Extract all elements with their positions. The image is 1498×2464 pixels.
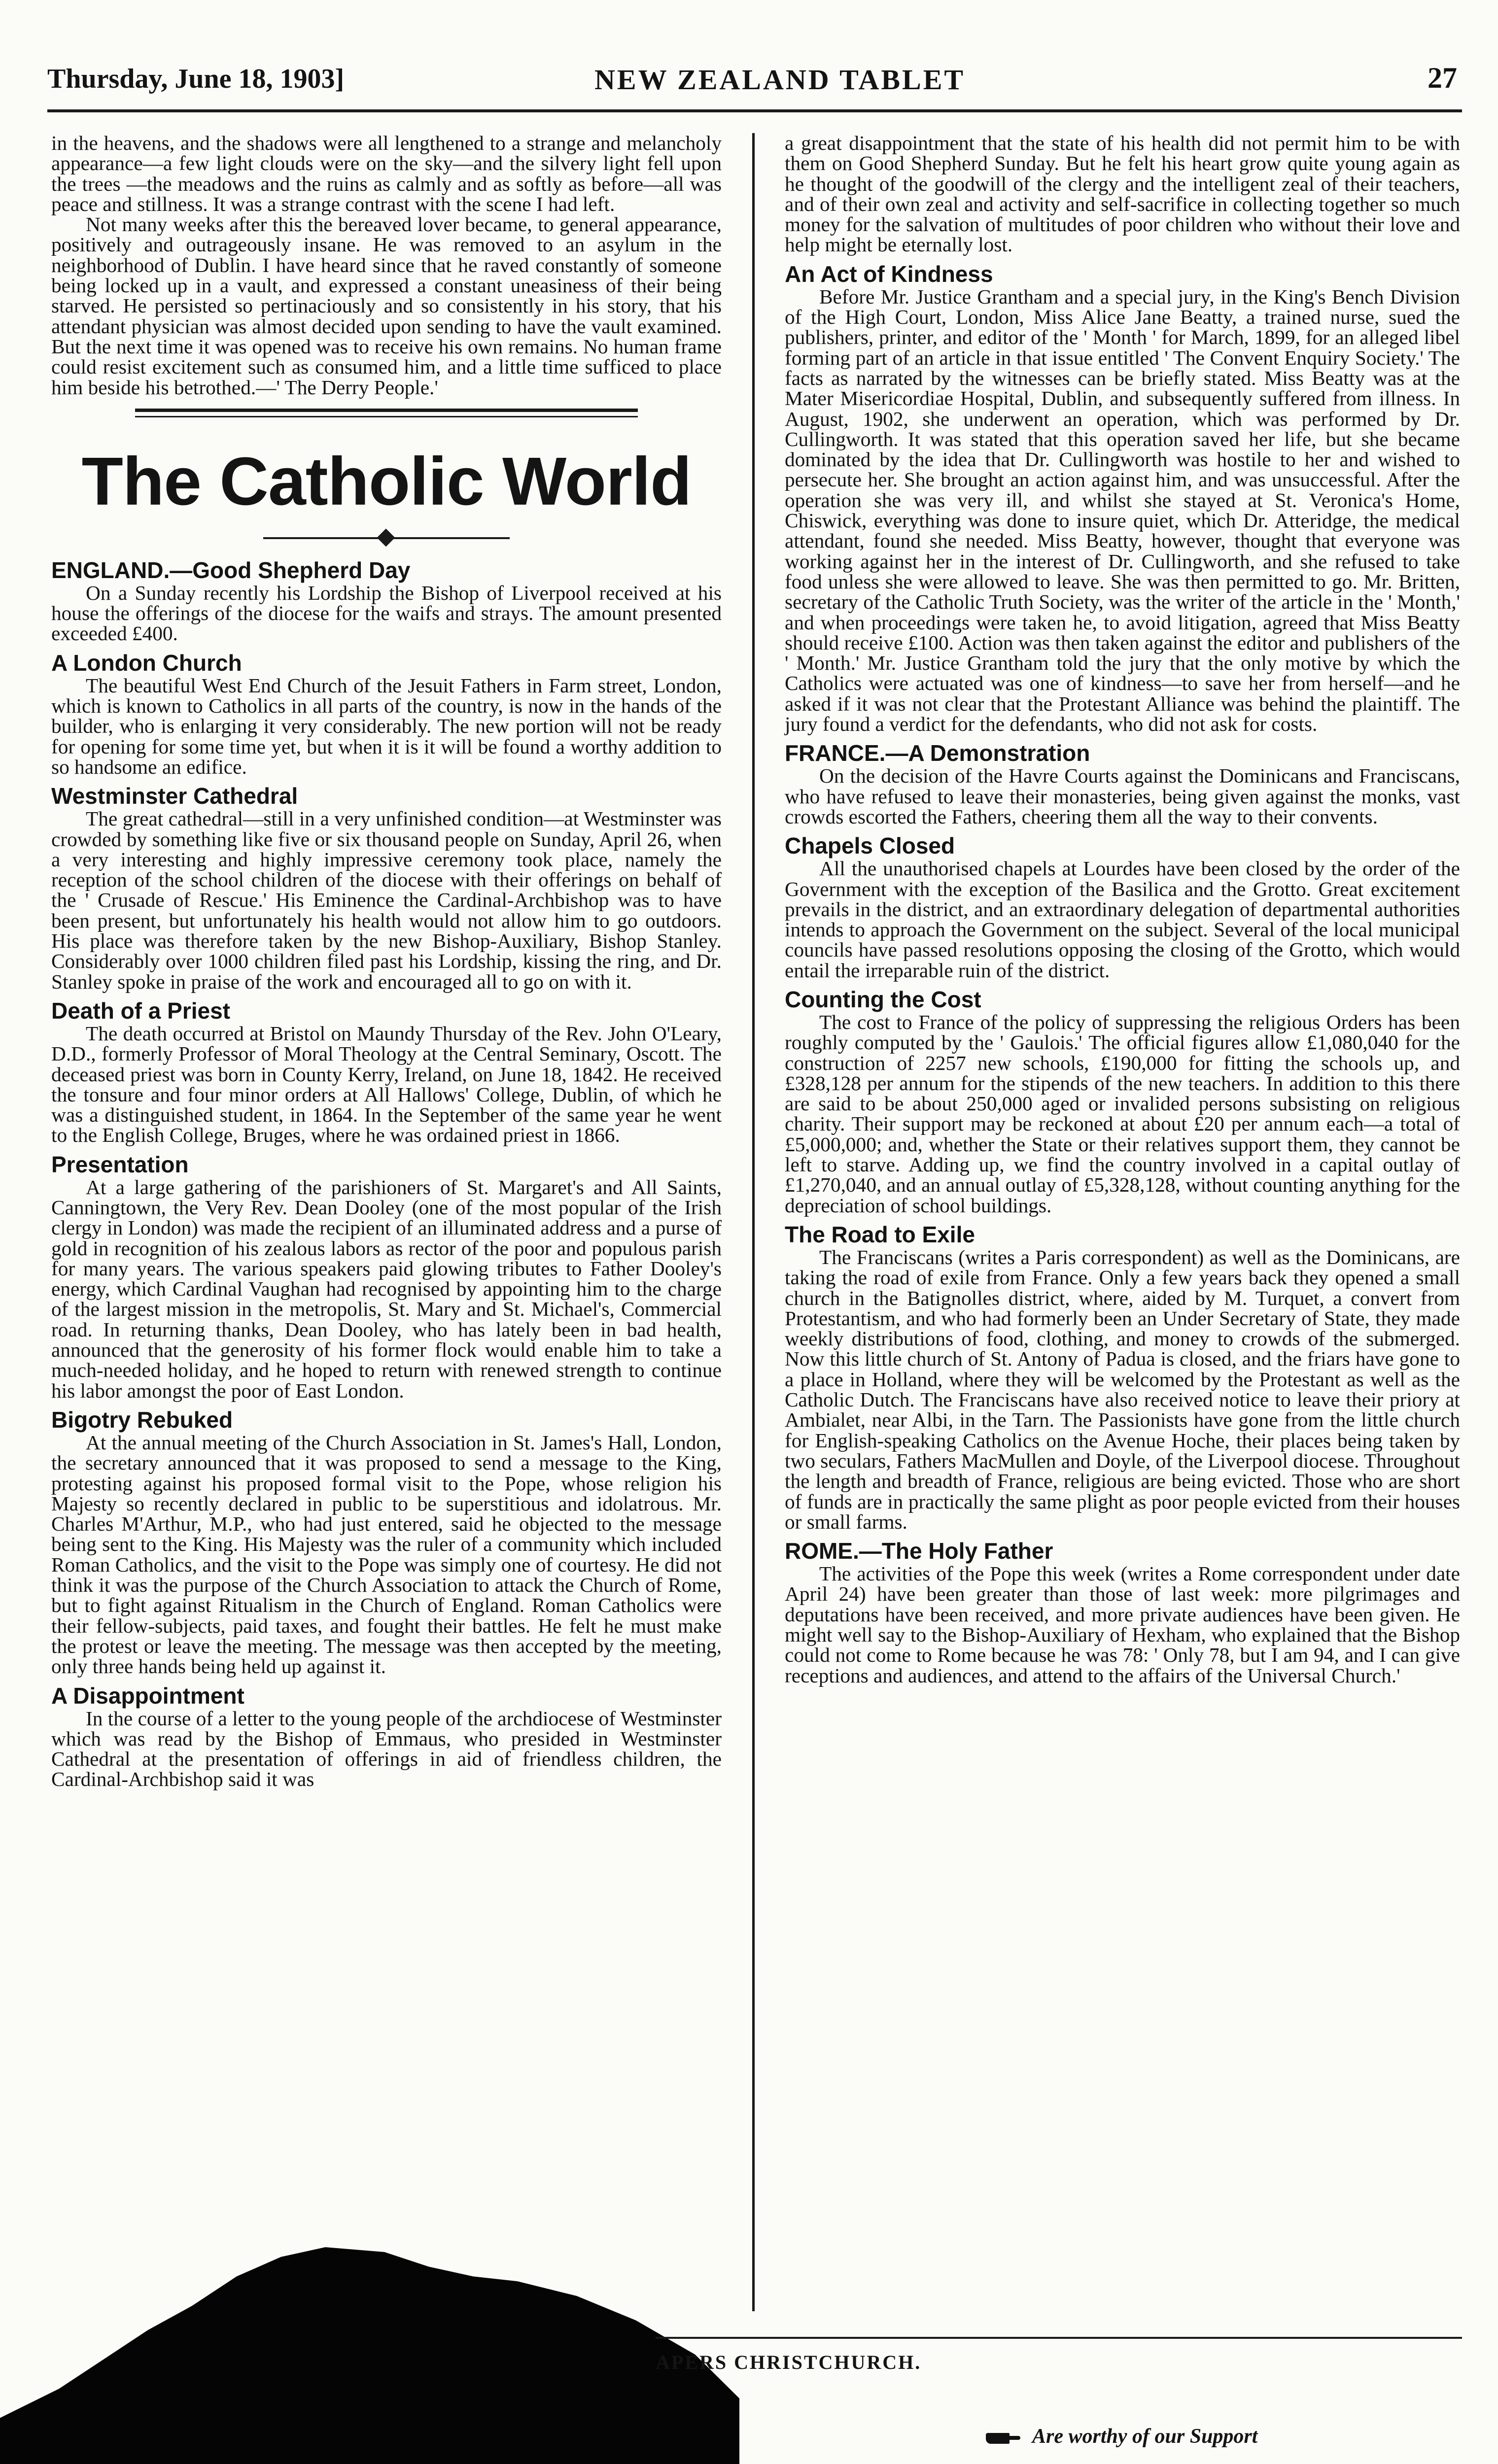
- section-title: The Catholic World: [81, 443, 692, 519]
- issue-date: Thursday, June 18, 1903]: [47, 64, 345, 94]
- article-paragraph: The great cathedral—still in a very unfinished condition—at Westminster was crowded by something like five or six thousand people on Sunday, April 26, when a very interesting and highly impressive ceremony took place, namely the reception of the school children of the diocese with their offerings on behalf of the ' Crusade of Rescue.' His Eminence the Cardinal-Archbishop was to have been present, but unfortunately his health would not allow him to go outdoors. His place was therefore taken by the new Bishop-Auxiliary, Bishop Stanley. Considerably over 1000 children filed past his Lordship, kissing the ring, and Dr. Stanley spoke in praise of the work and encouraged all to go on with it.: [51, 807, 722, 993]
- intro-paragraph: in the heavens, and the shadows were all lengthened to a strange and melancholy appearance—a few light clouds were on the sky—and the silvery light fell upon the trees —the meadows and the ruins as calmly and as softly as before—all was peace and stillness. It was a strange contrast with the scene I had left.: [51, 132, 722, 215]
- article-paragraph: The Franciscans (writes a Paris correspondent) as well as the Dominicans, are taking the road of exile from France. Only a few years back they opened a small church in the Batignolles district, where, aided by M. Turquet, a convert from Protestantism, and who had formerly been an Under Secretary of State, they made weekly distributions of food, clothing, and money to crowds of the submerged. Now this little church of St. Antony of Padua is closed, and the friars have gone to a place in Holland, where they will be welcomed by the Protestant as well as the Catholic Dutch. The Franciscans have also received notice to leave their priory at Ambialet, near Albi, in the Tarn. The Passionists have gone from the little church for English-speaking Catholics on the Avenue Hoche, their places being taken by two seculars, Fathers MacMullen and Doyle, of the Liverpool diocese. Throughout the length and breadth of France, religious are being evicted. Those who are short of funds are in practically the same plight as poor people evicted from their houses or small farms.: [785, 1245, 1460, 1533]
- intro-paragraph: a great disappointment that the state of his health did not permit him to be with them on Good Shepherd Sunday. But he felt his heart grow quite young again as he thought of the goodwill of the clergy and the intelligent zeal of their teachers, and of their own zeal and activity and self-sacrifice in collecting together so much money for the salvation of multitudes of poor children who without their love and help might be eternally lost.: [785, 132, 1460, 256]
- article-paragraph: The activities of the Pope this week (writes a Rome correspondent under date April 24) have been greater than those of last week: more pilgrimages and deputations have been received, and more private audiences have been given. He might well say to the Bishop-Auxiliary of Hexham, who explained that the Bishop could not come to Rome because he was 78: ' Only 78, but I am 94, and I can give receptions and audiences, and attend to the affairs of the Universal Church.': [785, 1562, 1460, 1687]
- pointing-hand-icon: [986, 2431, 1020, 2445]
- newspaper-title: NEW ZEALAND TABLET: [594, 64, 966, 96]
- article-paragraph: The death occurred at Bristol on Maundy Thursday of the Rev. John O'Leary, D.D., formerly Professor of Moral Theology at the Central Seminary, Oscott. The deceased priest was born in County Kerry, Ireland, on June 18, 1842. He received the tonsure and four minor orders at All Hallows' College, Dublin, of which he was a distinguished student, in 1864. In the September of the same year he went to the English College, Bruges, where he was ordained priest in 1866.: [51, 1022, 722, 1147]
- article-heading: FRANCE.—A Demonstration: [785, 740, 1090, 766]
- advert-line: APERS CHRISTCHURCH.: [656, 2351, 922, 2373]
- article-paragraph: All the unauthorised chapels at Lourdes have been closed by the order of the Government with the exception of the Basilica and the Grotto. Great excitement prevails in the district, and an extraordinary delegation of departmental authorities intends to approach the Government on the subject. Several of the local municipal councils have passed resolutions opposing the closing of the Grotto, which would entail the irreparable ruin of the district.: [785, 857, 1460, 982]
- right-column: [785, 133, 1460, 1686]
- left-column: [51, 133, 722, 1790]
- article-heading: A Disappointment: [51, 1682, 244, 1709]
- article-heading: ROME.—The Holy Father: [785, 1538, 1053, 1564]
- article-paragraph: At the annual meeting of the Church Association in St. James's Hall, London, the secretary announced that it was proposed to send a message to the King, protesting against his proposed formal visit to the Pope, whose religion his Majesty so recently declared in public to be superstitious and idolatrous. Mr. Charles M'Arthur, M.P., who had just entered, said he objected to the message being sent to the King. His Majesty was the ruler of a community which included Roman Catholics, and the visit to the Pope was simply one of courtesy. He did not think it was the purpose of the Church Association to attack the Church of Rome, but to fight against Ritualism in the Church of England. Roman Catholics were their fellow-subjects, paid taxes, and fought their battles. He felt he must make the protest or leave the meeting. The message was then accepted by the meeting, only three hands being held up against it.: [51, 1431, 722, 1678]
- article-heading: Presentation: [51, 1151, 189, 1177]
- intro-paragraph: Not many weeks after this the bereaved lover became, to general appearance, positively and outrageously insane. He was removed to an asylum in the neighborhood of Dublin. I have heard since that he raved constantly of someone being locked up in a vault, and expressed a constant uneasiness of their being starved. He persisted so pertinaciously and so consistently in his story, that his attendant physician was almost decided upon sending to have the vault examined. But the next time it was opened was to receive his own remains. No human frame could resist excitement such as consumed him, and a little time sufficed to place him beside his betrothed.—' The Derry People.': [51, 213, 722, 399]
- article-heading: The Road to Exile: [785, 1221, 975, 1247]
- article-heading: An Act of Kindness: [785, 261, 993, 287]
- article-heading: ENGLAND.—Good Shepherd Day: [51, 557, 411, 583]
- column-rule: [752, 133, 755, 2311]
- article-heading: Counting the Cost: [785, 986, 981, 1012]
- article-paragraph: On the decision of the Havre Courts against the Dominicans and Franciscans, who have refused to leave their monasteries, being given against the monks, vast crowds escorted the Fathers, cheering them all the way to their convents.: [785, 764, 1460, 828]
- section-divider: [135, 409, 638, 417]
- diamond-icon: [377, 528, 395, 547]
- article-heading: Death of a Priest: [51, 997, 230, 1024]
- article-paragraph: Before Mr. Justice Grantham and a special jury, in the King's Bench Division of the High Court, London, Miss Alice Jane Beatty, a trained nurse, sued the publishers, printer, and editor of the ' Month ' for March, 1899, for an alleged libel forming part of an article in that issue entitled ' The Convent Enquiry Society.' The facts as narrated by the witnesses can be briefly stated. Miss Beatty was at the Mater Misericordiae Hospital, Dublin, and subsequently suffered from illness. In August, 1902, she underwent an operation, which was performed by Dr. Cullingworth. It was stated that this operation saved her life, but she became dominated by the idea that Dr. Cullingworth was hostile to her and wished to persecute her. She brought an action against him, and was unsuccessful. After the operation she was very ill, and whilst she stayed at St. Veronica's Home, Chiswick, everything was done to insure quiet, which Dr. Atteridge, the medical attendant, found she needed. Miss Beatty, however, thought that everyone was working against her in the interest of Dr. Cullingworth, and she refused to take food unless she were allowed to leave. She was then permitted to go. Mr. Britten, secretary of the Catholic Truth Society, was the writer of the article in the ' Month,' and when proceedings were taken he, to avoid litigation, agreed that Miss Beatty should receive £100. Action was then taken against the editor and publishers of the ' Month.' Mr. Justice Grantham told the jury that the only motive by which the Catholics were actuated was one of kindness—to save her from herself—and he asked if it was not clear that the Protestant Alliance was behind the plaintiff. The jury found a verdict for the defendants, who did not ask for costs.: [785, 285, 1460, 736]
- page-header: [47, 58, 1462, 112]
- article-paragraph: In the course of a letter to the young people of the archdiocese of Westminster which was read by the Bishop of Emmaus, who presided in Westminster Cathedral at the presentation of offerings in aid of friendless children, the Cardinal-Archbishop said it was: [51, 1707, 722, 1791]
- advert-slogan: [986, 2425, 1257, 2448]
- article-paragraph: At a large gathering of the parishioners of St. Margaret's and All Saints, Canningtown, the Very Rev. Dean Dooley (one of the most popular of the Irish clergy in London) was made the recipient of an illuminated address and a purse of gold in recognition of his zealous labors as rector of the poor and populous parish for many years. The various speakers paid glowing tributes to Father Dooley's energy, which Cardinal Vaughan had recognised by appointing him to the charge of the largest mission in the metropolis, St. Mary and St. Michael's, Commercial road. In returning thanks, Dean Dooley, who has lately been in bad health, announced that the generosity of his former flock would enable him to take a much-needed holiday, and he hoped to return with renewed strength to continue his labor amongst the poor of East London.: [51, 1175, 722, 1402]
- article-heading: Westminster Cathedral: [51, 783, 298, 809]
- page-number: 27: [1428, 62, 1457, 94]
- ornament-divider: [263, 531, 510, 546]
- header-rule: [47, 109, 1462, 112]
- torn-page-shadow: [0, 2247, 739, 2464]
- article-heading: Bigotry Rebuked: [51, 1406, 233, 1433]
- article-paragraph: On a Sunday recently his Lordship the Bishop of Liverpool received at his house the offerings of the diocese for the waifs and strays. The amount presented exceeded £400.: [51, 581, 722, 645]
- article-heading: A London Church: [51, 650, 242, 676]
- article-heading: Chapels Closed: [785, 833, 955, 859]
- article-paragraph: The beautiful West End Church of the Jesuit Fathers in Farm street, London, which is known to Catholics in all parts of the country, is now in the hands of the builder, who is enlarging it very considerably. The new portion will not be ready for opening for some time yet, but when it is it will be found a worthy addition to so handsome an edifice.: [51, 674, 722, 778]
- article-paragraph: The cost to France of the policy of suppressing the religious Orders has been roughly computed by the ' Gaulois.' The official figures allow £1,080,040 for the construction of 2257 new schools, £190,000 for fitting the schools up, and £328,128 per annum for the stipends of the new teachers. In addition to this there are said to be about 250,000 aged or invalided persons subsisting on religious charity. Their support may be reckoned at about £20 per annum each—a total of £5,000,000; and, whether the State or their relatives support them, they cannot be left to starve. Adding up, we find the country involved in a capital outlay of £1,270,040, and an annual outlay of £5,328,128, without counting anything for the depreciation of school buildings.: [785, 1010, 1460, 1217]
- advert-slogan-text: Are worthy of our Support: [1032, 2425, 1258, 2448]
- footer-rule: [656, 2337, 1462, 2339]
